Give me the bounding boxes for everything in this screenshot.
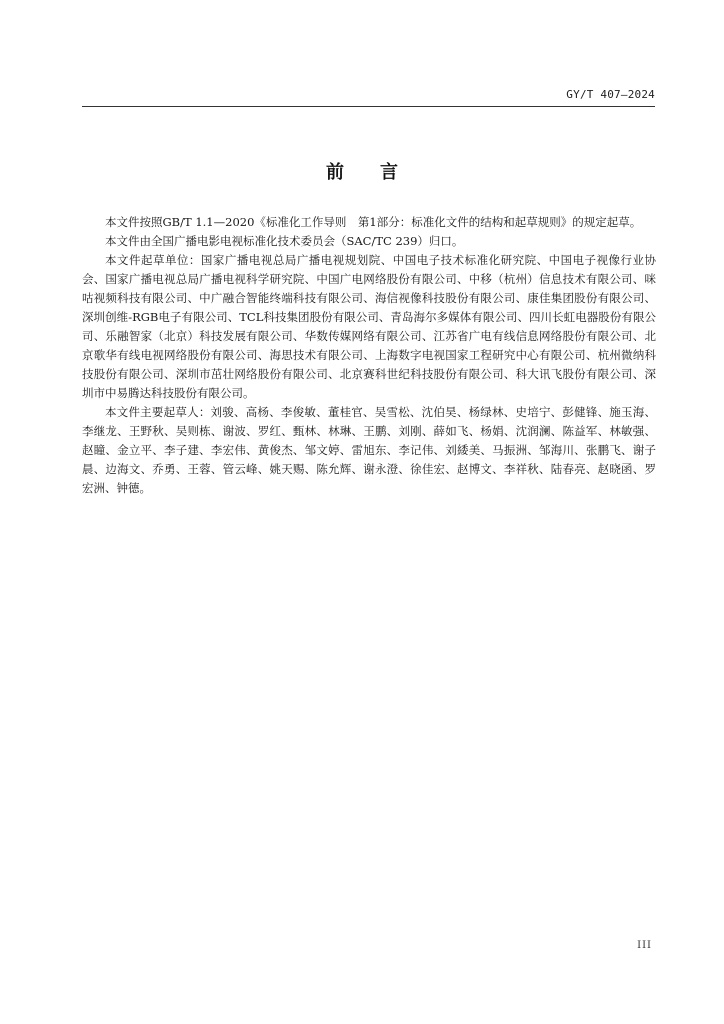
paragraph-drafters: 本文件主要起草人：刘骏、高杨、李俊敏、董桂官、吴雪松、沈伯昊、杨绿林、史培宁、彭健锋、施玉海、李继龙、王野秋、吴则栋、谢波、罗红、甄林、林琳、王鹏、刘刚、薛如飞、杨娟、沈润澜、陈益军、林敏强、赵瞳、金立平、李子建、李宏伟、黄俊杰、邹文婷、雷旭东、李记伟、刘緌美、马振洲、邹海川、张鹏飞、谢子晨、边海文、乔勇、王蓉、管云峰、姚天赐、陈允辉、谢永澄、徐佳宏、赵博文、李祥秋、陆春亮、赵晓函、罗宏洲、钟德。	[82, 405, 656, 495]
title-char-1: 前	[326, 162, 344, 183]
paragraph-committee: 本文件由全国广播电影电视标准化技术委员会（SAC/TC 239）归口。	[105, 234, 464, 248]
standard-code: GY/T 407—2024	[566, 88, 655, 101]
title-char-2: 言	[380, 162, 398, 183]
paragraph-drafting-rules: 本文件按照GB/T 1.1—2020《标准化工作导则 第1部分：标准化文件的结构和起草规则》的规定起草。	[105, 215, 642, 229]
paragraph-drafting-units: 本文件起草单位：国家广播电视总局广播电视规划院、中国电子技术标准化研究院、中国电子视像行业协会、国家广播电视总局广播电视科学研究院、中国广电网络股份有限公司、中移（杭州）信息技术有限公司、咪咕视频科技有限公司、中广融合智能终端科技有限公司、海信视像科技股份有限公司、康佳集团股份有限公司、深圳创维-RGB电子有限公司、TCL科技集团股份有限公司、青岛海尔多媒体有限公司、四川长虹电器股份有限公司、乐融智家（北京）科技发展有限公司、华数传媒网络有限公司、江苏省广电有线信息网络股份有限公司、北京歌华有线电视网络股份有限公司、海思技术有限公司、上海数字电视国家工程研究中心有限公司、杭州微纳科技股份有限公司、深圳市茁壮网络股份有限公司、北京赛科世纪科技股份有限公司、科大讯飞股份有限公司、深圳市中易腾达科技股份有限公司。	[82, 253, 656, 400]
page-title	[0, 158, 724, 184]
header-divider	[82, 106, 655, 107]
page-number: III	[637, 940, 652, 951]
foreword-body	[82, 213, 656, 498]
